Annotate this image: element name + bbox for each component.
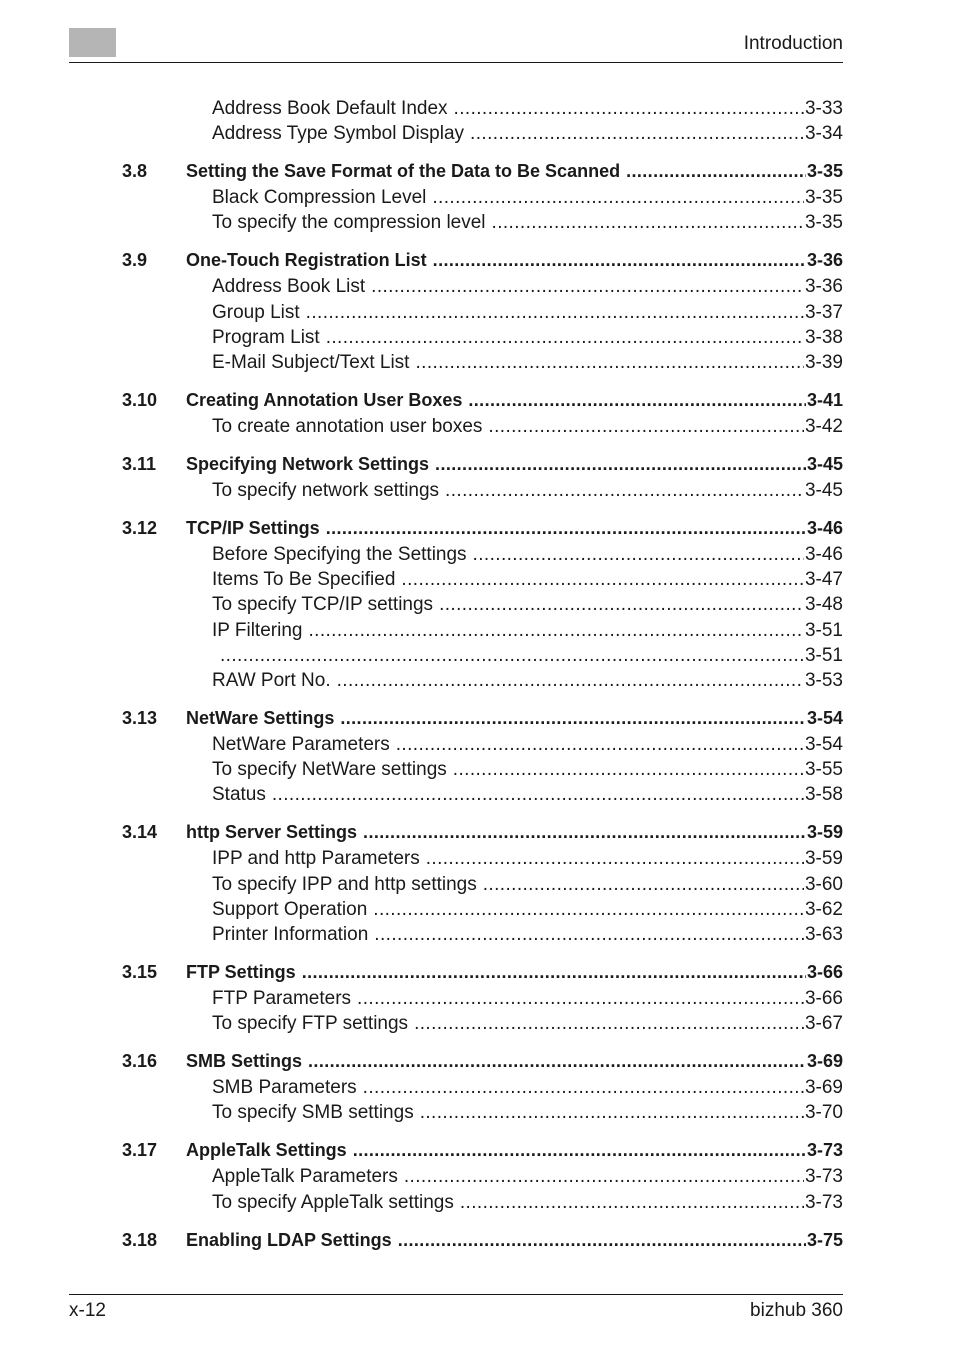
toc-entry-title: Status xyxy=(212,784,266,806)
dot-leader xyxy=(326,517,806,539)
toc-page-number: 3-63 xyxy=(804,924,843,945)
toc-page-number: 3-73 xyxy=(804,1166,843,1188)
toc-page-number: 3-38 xyxy=(804,326,843,348)
toc-page-number: 3-48 xyxy=(804,594,843,616)
toc-entry xyxy=(212,1013,843,1035)
toc-entry xyxy=(212,899,843,921)
toc-page-number: 3-54 xyxy=(804,734,843,755)
toc-entry xyxy=(212,620,843,642)
toc-entry xyxy=(186,517,843,539)
toc-entry-title: http Server Settings xyxy=(186,822,358,843)
dot-leader xyxy=(371,276,804,298)
toc-entry-title: Support Operation xyxy=(212,898,368,920)
dot-leader xyxy=(272,784,804,806)
toc-page-number: 3-34 xyxy=(804,123,843,145)
toc-entry-title: Before Specifying the Settings xyxy=(212,544,467,565)
toc-entry xyxy=(212,98,843,120)
toc-section-number: 3.16 xyxy=(122,1051,158,1072)
toc-page-number: 3-46 xyxy=(804,544,843,565)
toc-page-number: 3-35 xyxy=(804,187,843,209)
toc-entry xyxy=(212,874,843,896)
toc-subentry-row[interactable] xyxy=(0,185,954,209)
toc-entry xyxy=(212,212,843,234)
toc-section-row[interactable] xyxy=(0,247,954,271)
dot-leader xyxy=(420,1102,804,1124)
toc-subentry-row[interactable] xyxy=(0,542,954,566)
toc-entry-title: Black Compression Level xyxy=(212,187,427,209)
toc-page-number: 3-39 xyxy=(804,352,843,373)
toc-page-number: 3-54 xyxy=(806,708,843,728)
toc-entry xyxy=(212,1102,843,1124)
toc-section-number: 3.9 xyxy=(122,250,148,271)
toc-subentry-row[interactable] xyxy=(0,325,954,349)
toc-entry xyxy=(212,734,843,756)
toc-entry xyxy=(186,453,843,475)
dot-leader xyxy=(363,821,806,843)
toc-entry-title: Printer Information xyxy=(212,924,369,945)
toc-entry xyxy=(212,784,843,806)
toc-entry xyxy=(212,759,843,781)
toc-entry xyxy=(186,961,843,983)
toc-section-row[interactable] xyxy=(0,1048,954,1072)
toc-page-number: 3-51 xyxy=(804,644,843,666)
dot-leader xyxy=(445,480,804,502)
toc-entry-title: One-Touch Registration List xyxy=(186,250,427,271)
toc-subentry-row[interactable] xyxy=(0,210,954,234)
toc-entry xyxy=(212,1166,843,1188)
toc-entry xyxy=(212,480,843,502)
footer-page-number: x-12 xyxy=(69,1300,106,1321)
toc-entry xyxy=(212,123,843,145)
toc-subentry-row[interactable] xyxy=(0,897,954,921)
toc-page-number: 3-60 xyxy=(804,873,843,895)
toc-section-row[interactable] xyxy=(0,959,954,983)
dot-leader xyxy=(473,544,804,566)
dot-leader xyxy=(396,734,804,756)
toc-section-row[interactable] xyxy=(0,158,954,182)
toc-entry xyxy=(212,1077,843,1099)
toc-section-number: 3.12 xyxy=(122,518,158,538)
toc-subentry-row[interactable] xyxy=(0,1075,954,1099)
dot-leader xyxy=(454,98,804,120)
toc-page-number: 3-73 xyxy=(806,1140,843,1161)
toc-entry xyxy=(186,1139,843,1161)
toc-page-number: 3-51 xyxy=(804,619,843,641)
toc-page-number: 3-66 xyxy=(806,962,843,982)
toc-entry xyxy=(212,569,843,591)
toc-page-number: 3-42 xyxy=(804,416,843,437)
toc-subentry-row[interactable] xyxy=(0,121,954,145)
dot-leader xyxy=(470,123,804,145)
toc-page-number: 3-41 xyxy=(806,390,843,410)
toc-page-number: 3-47 xyxy=(804,569,843,591)
toc-entry-title: AppleTalk Settings xyxy=(186,1140,347,1161)
toc-entry-title: RAW Port No. xyxy=(212,670,331,691)
toc-entry-title: Specifying Network Settings xyxy=(186,454,430,474)
toc-entry-title: NetWare Parameters xyxy=(212,734,390,755)
toc-entry-title: Creating Annotation User Boxes xyxy=(186,390,463,410)
toc-section-number: 3.17 xyxy=(122,1140,158,1161)
toc-entry-title: To specify TCP/IP settings xyxy=(212,594,434,616)
dot-leader xyxy=(626,160,806,182)
toc-entry-title: FTP Settings xyxy=(186,962,296,982)
toc-subentry-row[interactable] xyxy=(0,274,954,298)
toc-section-row[interactable] xyxy=(0,451,954,475)
toc-section-row[interactable] xyxy=(0,705,954,729)
toc-entry xyxy=(212,187,843,209)
toc-entry-title: Program List xyxy=(212,326,320,348)
toc-subentry-row[interactable] xyxy=(0,96,954,120)
toc-entry xyxy=(186,1050,843,1072)
toc-subentry-row[interactable] xyxy=(0,618,954,642)
dot-leader xyxy=(308,620,804,642)
toc-entry xyxy=(186,821,843,843)
toc-entry xyxy=(212,327,843,349)
toc-entry xyxy=(212,848,843,870)
toc-section-number: 3.14 xyxy=(122,822,158,843)
dot-leader xyxy=(433,249,806,271)
toc-subentry-row[interactable] xyxy=(0,414,954,438)
toc-page-number: 3-59 xyxy=(806,822,843,843)
toc-entry-title: To create annotation user boxes xyxy=(212,416,483,437)
toc-entry xyxy=(212,670,843,692)
dot-leader xyxy=(357,988,804,1010)
toc-entry xyxy=(212,988,843,1010)
toc-entry xyxy=(212,1192,843,1214)
toc-entry-title: Setting the Save Format of the Data to Be Scanned xyxy=(186,161,621,182)
toc-section-number: 3.11 xyxy=(122,454,157,474)
toc-page-number: 3-62 xyxy=(804,898,843,920)
toc-entry-title: Address Book List xyxy=(212,276,366,298)
dot-leader xyxy=(426,848,804,870)
toc-section-number: 3.10 xyxy=(122,390,158,410)
toc-entry-title: IP Filtering xyxy=(212,619,303,641)
toc-section-row[interactable] xyxy=(0,1137,954,1161)
toc-subentry-row[interactable] xyxy=(0,922,954,946)
dot-leader xyxy=(453,759,804,781)
toc-subentry-row[interactable] xyxy=(0,1190,954,1214)
toc-page-number: 3-59 xyxy=(804,848,843,870)
toc-page-number: 3-45 xyxy=(804,480,843,501)
toc-entry-title: Group List xyxy=(212,301,300,323)
toc-entry-title: Address Book Default Index xyxy=(212,98,448,119)
toc-entry xyxy=(212,544,843,566)
toc-page-number: 3-53 xyxy=(804,670,843,691)
toc-entry-title: To specify SMB settings xyxy=(212,1102,414,1124)
dot-leader xyxy=(468,389,806,411)
toc-section-row[interactable] xyxy=(0,515,954,539)
toc-entry xyxy=(212,352,843,374)
toc-page-number: 3-75 xyxy=(806,1229,843,1250)
toc-entry-title: To specify the compression level xyxy=(212,212,486,234)
toc-subentry-row[interactable] xyxy=(0,872,954,896)
dot-leader xyxy=(374,924,804,946)
toc-subentry-row[interactable] xyxy=(0,350,954,374)
toc-entry xyxy=(212,594,843,616)
toc-page-number: 3-36 xyxy=(806,250,843,271)
toc-subentry-row[interactable] xyxy=(0,1100,954,1124)
toc-entry xyxy=(212,645,843,667)
toc-entry-title: To specify NetWare settings xyxy=(212,759,447,781)
toc-subentry-row[interactable] xyxy=(0,1011,954,1035)
toc-entry xyxy=(186,1229,843,1251)
toc-subentry-row[interactable] xyxy=(0,782,954,806)
toc-section-row[interactable] xyxy=(0,1227,954,1251)
toc-section-number: 3.18 xyxy=(122,1229,158,1250)
dot-leader xyxy=(398,1229,806,1251)
dot-leader xyxy=(432,187,804,209)
toc-subentry-row[interactable] xyxy=(0,757,954,781)
toc-page-number: 3-35 xyxy=(804,212,843,234)
dot-leader xyxy=(439,594,804,616)
toc-page-number: 3-69 xyxy=(804,1077,843,1099)
toc-entry-title: TCP/IP Settings xyxy=(186,518,320,538)
toc-page-number: 3-66 xyxy=(804,988,843,1009)
toc-entry-title: To specify network settings xyxy=(212,480,440,501)
toc-entry xyxy=(186,389,843,411)
toc-entry-title: Address Type Symbol Display xyxy=(212,123,465,145)
toc-subentry-row[interactable] xyxy=(0,668,954,692)
toc-entry xyxy=(186,160,843,182)
toc-page-number: 3-67 xyxy=(804,1013,843,1035)
footer-divider xyxy=(69,1294,843,1295)
dot-leader xyxy=(460,1192,804,1214)
dot-leader xyxy=(414,1013,804,1035)
toc-section-number: 3.8 xyxy=(122,161,148,182)
toc-page-number: 3-46 xyxy=(806,518,843,538)
toc-subentry-row[interactable] xyxy=(0,986,954,1010)
header-title: Introduction xyxy=(743,33,843,54)
toc-entry-title: AppleTalk Parameters xyxy=(212,1166,398,1188)
toc-subentry-row[interactable] xyxy=(0,478,954,502)
toc-page-number: 3-69 xyxy=(806,1051,843,1072)
toc-page-number: 3-33 xyxy=(804,98,843,119)
footer-product-name: bizhub 360 xyxy=(750,1300,843,1321)
toc-page-number: 3-36 xyxy=(804,276,843,298)
toc-section-row[interactable] xyxy=(0,387,954,411)
dot-leader xyxy=(337,670,804,692)
toc-subentry-row[interactable] xyxy=(0,592,954,616)
toc-entry xyxy=(186,707,843,729)
toc-subentry-row[interactable] xyxy=(0,846,954,870)
toc-entry xyxy=(212,276,843,298)
toc-entry-title: IPP and http Parameters xyxy=(212,848,420,870)
toc-entry-title: SMB Parameters xyxy=(212,1077,357,1099)
toc-page-number: 3-55 xyxy=(804,759,843,781)
toc-subentry-row[interactable] xyxy=(0,567,954,591)
toc-page-number: 3-58 xyxy=(804,784,843,806)
toc-page-number: 3-45 xyxy=(806,454,843,474)
toc-subentry-row[interactable] xyxy=(0,300,954,324)
dot-leader xyxy=(488,416,804,438)
toc-entry xyxy=(212,302,843,324)
dot-leader xyxy=(492,212,804,234)
toc-page-number: 3-35 xyxy=(806,161,843,182)
dot-leader xyxy=(302,961,806,983)
toc-entry-title: To specify IPP and http settings xyxy=(212,873,477,895)
dot-leader xyxy=(415,352,804,374)
toc-entry xyxy=(212,924,843,946)
dot-leader xyxy=(326,327,804,349)
toc-entry-title: NetWare Settings xyxy=(186,708,335,728)
dot-leader xyxy=(306,302,804,324)
toc-subentry-row[interactable] xyxy=(0,643,954,667)
dot-leader xyxy=(220,645,804,667)
dot-leader xyxy=(401,569,804,591)
toc-section-row[interactable] xyxy=(0,819,954,843)
dot-leader xyxy=(353,1139,806,1161)
dot-leader xyxy=(435,453,806,475)
toc-entry-title: Enabling LDAP Settings xyxy=(186,1229,392,1250)
dot-leader xyxy=(363,1077,804,1099)
toc-entry-title: To specify FTP settings xyxy=(212,1013,409,1035)
toc-entry-title: To specify AppleTalk settings xyxy=(212,1191,454,1213)
dot-leader xyxy=(483,874,804,896)
toc-section-number: 3.15 xyxy=(122,962,158,982)
toc-entry-title: FTP Parameters xyxy=(212,988,352,1009)
dot-leader xyxy=(340,707,806,729)
toc-entry xyxy=(186,249,843,271)
toc-subentry-row[interactable] xyxy=(0,1164,954,1188)
toc-page-number: 3-73 xyxy=(804,1191,843,1213)
toc-entry-title: SMB Settings xyxy=(186,1051,303,1072)
toc-section-number: 3.13 xyxy=(122,708,158,728)
toc-page-number: 3-70 xyxy=(804,1102,843,1124)
toc-entry-title: Items To Be Specified xyxy=(212,569,396,591)
toc-page-number: 3-37 xyxy=(804,301,843,323)
dot-leader xyxy=(308,1050,806,1072)
toc-entry xyxy=(212,416,843,438)
dot-leader xyxy=(373,899,804,921)
toc-subentry-row[interactable] xyxy=(0,732,954,756)
toc-entry-title: E-Mail Subject/Text List xyxy=(212,352,410,373)
dot-leader xyxy=(404,1166,804,1188)
